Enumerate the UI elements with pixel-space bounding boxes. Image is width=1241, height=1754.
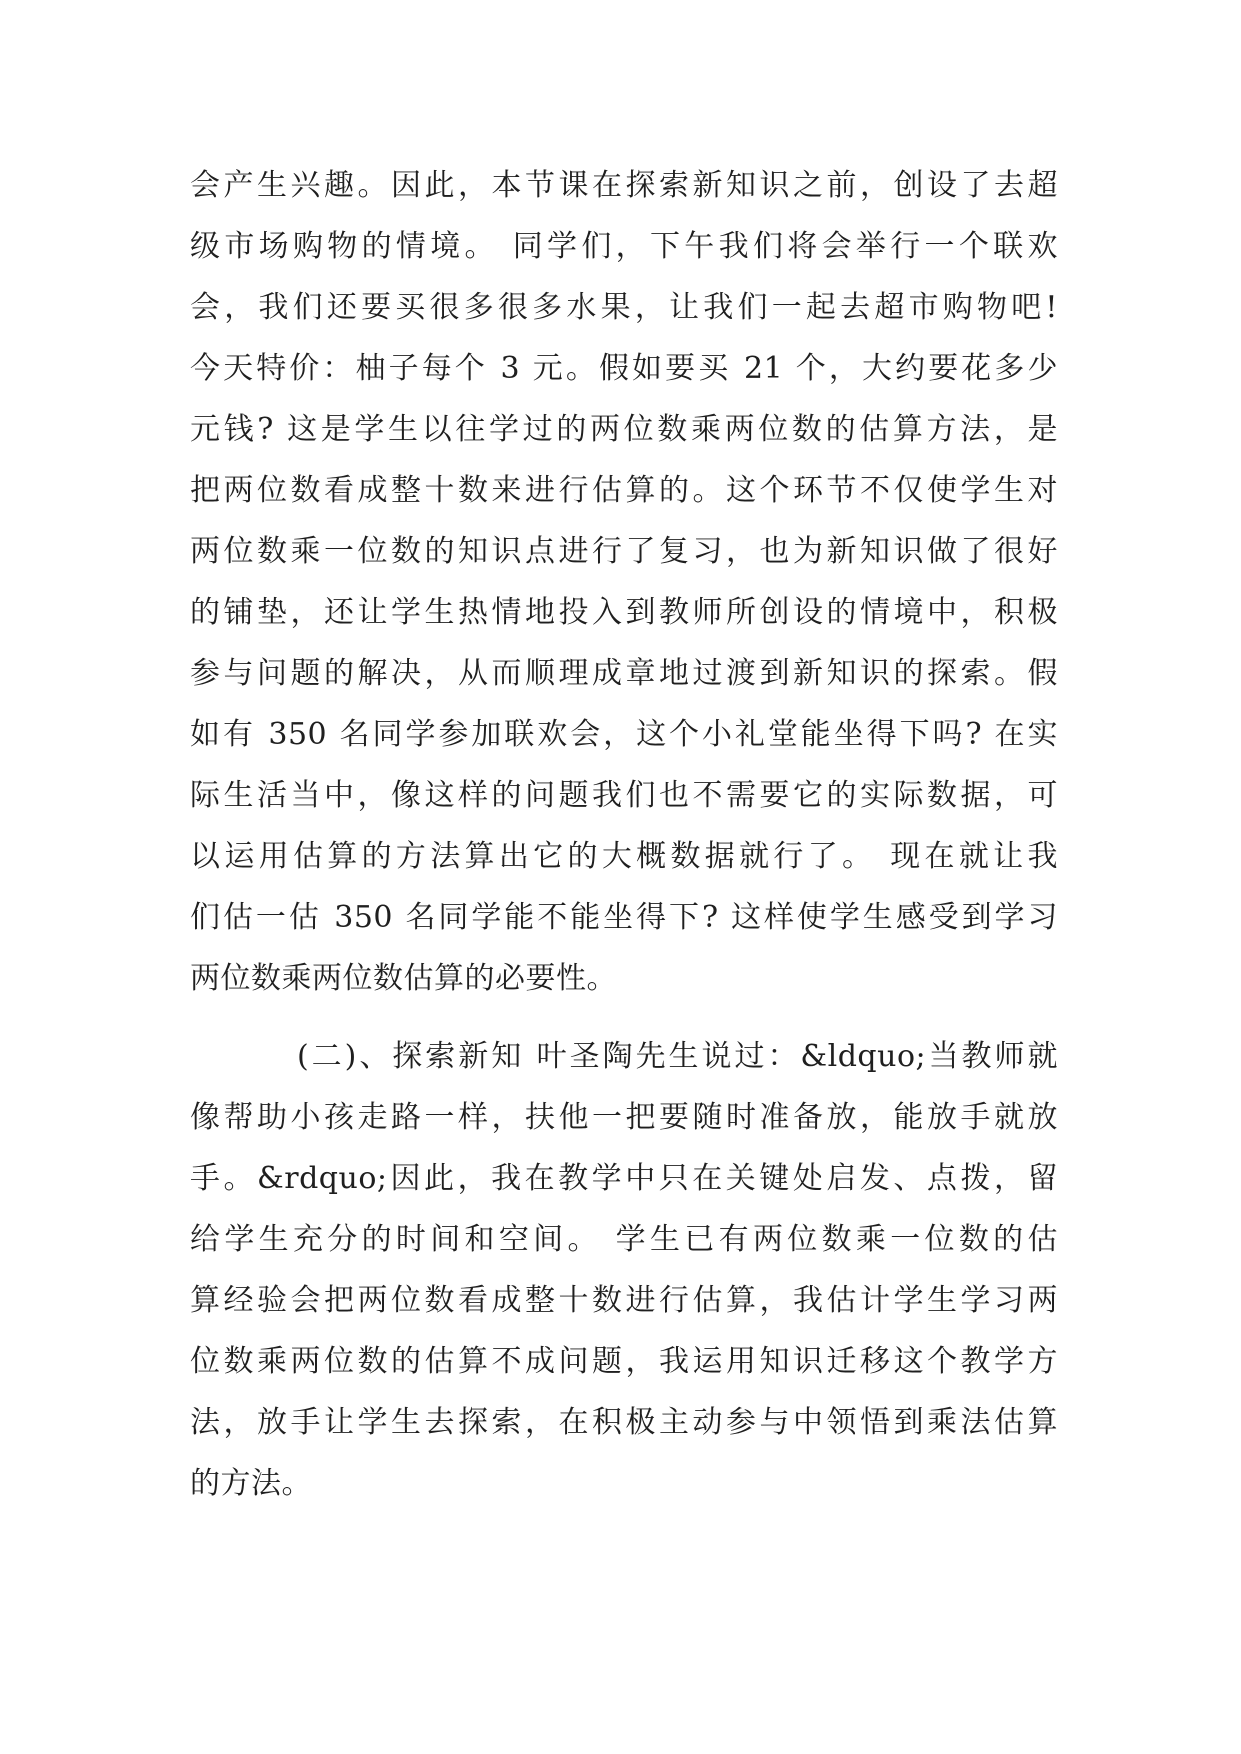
paragraph-line: 算经验会把两位数看成整十数进行估算，我估计学生学习两 (190, 1283, 1058, 1318)
paragraph-1 (190, 155, 1058, 1009)
paragraph-line: 两位数乘两位数估算的必要性。 (190, 961, 617, 996)
paragraph-2 (190, 1026, 1058, 1514)
paragraph-line: 会，我们还要买很多很多水果，让我们一起去超市购物吧! (190, 290, 1058, 325)
paragraph-line: 参与问题的解决，从而顺理成章地过渡到新知识的探索。假 (190, 656, 1058, 691)
paragraph-line: 给学生充分的时间和空间。 学生已有两位数乘一位数的估 (190, 1222, 1058, 1257)
paragraph-line: 把两位数看成整十数来进行估算的。这个环节不仅使学生对 (190, 473, 1058, 508)
paragraph-line: 像帮助小孩走路一样，扶他一把要随时准备放，能放手就放 (190, 1100, 1058, 1135)
paragraph-line: 法，放手让学生去探索，在积极主动参与中领悟到乘法估算 (190, 1405, 1058, 1440)
paragraph-line: 如有 350 名同学参加联欢会，这个小礼堂能坐得下吗? 在实 (190, 717, 1058, 752)
paragraph-line: 的方法。 (190, 1466, 312, 1501)
paragraph-line: 两位数乘一位数的知识点进行了复习，也为新知识做了很好 (190, 534, 1058, 569)
paragraph-line: 手。&rdquo;因此，我在教学中只在关键处启发、点拨，留 (190, 1161, 1058, 1196)
paragraph-line: 位数乘两位数的估算不成问题，我运用知识迁移这个教学方 (190, 1344, 1058, 1379)
paragraph-line: 今天特价：柚子每个 3 元。假如要买 21 个，大约要花多少 (190, 351, 1058, 386)
paragraph-line: 会产生兴趣。因此，本节课在探索新知识之前，创设了去超 (190, 168, 1058, 203)
paragraph-line: (二)、探索新知 叶圣陶先生说过：&ldquo;当教师就 (297, 1039, 1058, 1074)
paragraph-line: 们估一估 350 名同学能不能坐得下? 这样使学生感受到学习 (190, 900, 1058, 935)
paragraph-line: 的铺垫，还让学生热情地投入到教师所创设的情境中，积极 (190, 595, 1058, 630)
paragraph-line: 元钱? 这是学生以往学过的两位数乘两位数的估算方法，是 (190, 412, 1058, 447)
paragraph-line: 际生活当中，像这样的问题我们也不需要它的实际数据，可 (190, 778, 1058, 813)
paragraph-line: 以运用估算的方法算出它的大概数据就行了。 现在就让我 (190, 839, 1058, 874)
paragraph-line: 级市场购物的情境。 同学们，下午我们将会举行一个联欢 (190, 229, 1058, 264)
